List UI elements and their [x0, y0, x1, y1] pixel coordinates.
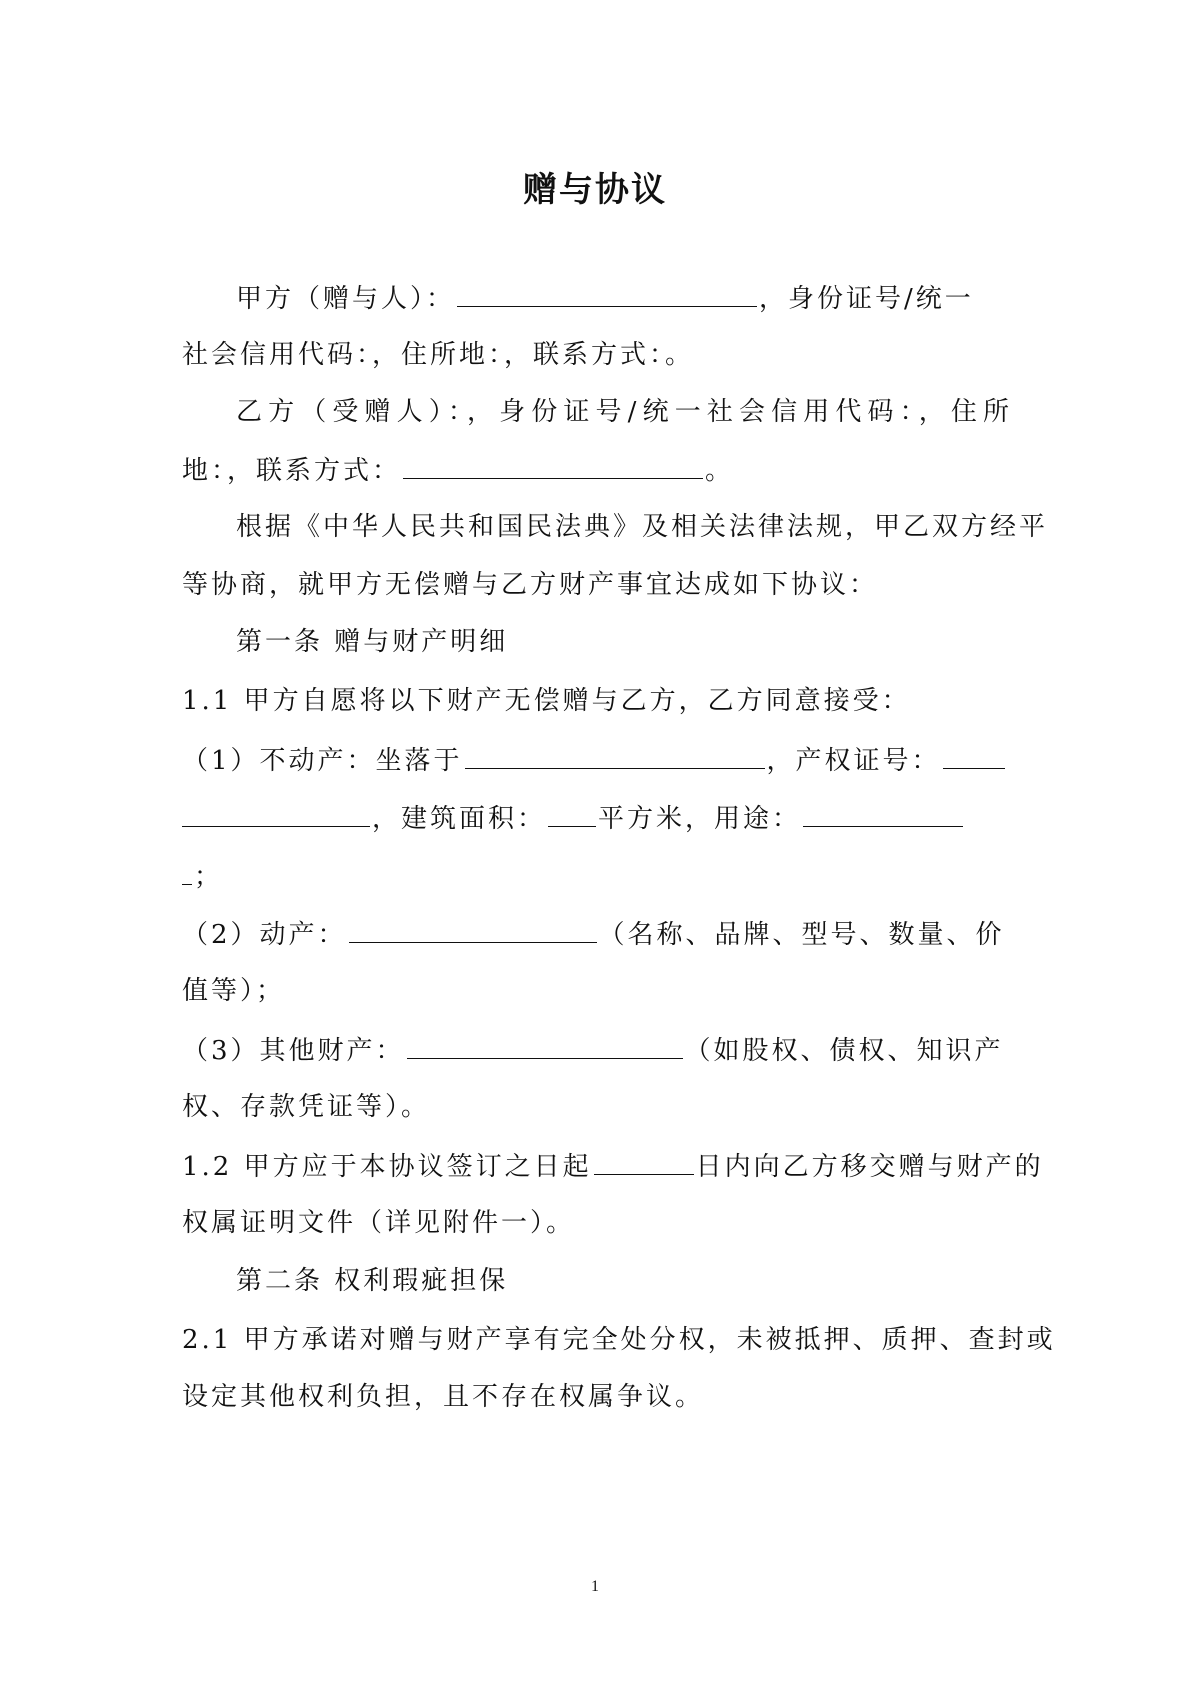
property-use-blank-end[interactable] — [182, 858, 192, 885]
clause-2-1-line-2: 设定其他权利负担，且不存在权属争议。 — [182, 1382, 705, 1412]
other-property-blank[interactable] — [407, 1032, 683, 1059]
page-number: 1 — [591, 1578, 599, 1595]
article-1-heading: 第一条 赠与财产明细 — [236, 627, 509, 657]
party-a-line-1: 甲方（赠与人）： ，身份证号/统一 — [236, 280, 1012, 316]
item-1-line-2: ，建筑面积： 平方米，用途： — [182, 800, 1012, 836]
basis-line-2: 等协商，就甲方无偿赠与乙方财产事宜达成如下协议： — [182, 570, 879, 600]
party-b-contact-blank[interactable] — [403, 452, 703, 479]
item-1-line-3: ； — [182, 858, 1012, 894]
clause-1-2-line-2: 权属证明文件（详见附件一）。 — [182, 1208, 576, 1238]
item-3-line-1: （3）其他财产： （如股权、债权、知识产 — [182, 1032, 1012, 1068]
article-2-heading: 第二条 权利瑕疵担保 — [236, 1266, 509, 1296]
party-b-line-1: 乙方（受赠人）：，身份证号/统一社会信用代码：，住所 — [236, 397, 1012, 427]
property-cert-blank-part1[interactable] — [943, 742, 1005, 769]
property-location-blank[interactable] — [465, 742, 765, 769]
item-1-line-1: （1）不动产：坐落于 ，产权证号： — [182, 742, 1012, 778]
item-2-line-2: 值等）； — [182, 976, 286, 1006]
item-2-line-1: （2）动产： （名称、品牌、型号、数量、价 — [182, 916, 1012, 952]
party-a-name-blank[interactable] — [457, 280, 757, 307]
party-a-line-2: 社会信用代码：，住所地：，联系方式：。 — [182, 340, 695, 370]
clause-1-1: 1.1 甲方自愿将以下财产无偿赠与乙方，乙方同意接受： — [182, 686, 911, 716]
document-title: 赠与协议 — [523, 170, 667, 210]
building-area-blank[interactable] — [548, 800, 596, 827]
movable-property-blank[interactable] — [349, 916, 597, 943]
property-cert-blank-part2[interactable] — [182, 800, 370, 827]
item-3-line-2: 权、存款凭证等）。 — [182, 1092, 431, 1122]
transfer-days-blank[interactable] — [594, 1148, 694, 1175]
party-b-line-2: 地：，联系方式： 。 — [182, 452, 1012, 488]
basis-line-1: 根据《中华人民共和国民法典》及相关法律法规，甲乙双方经平 — [236, 512, 1049, 542]
property-use-blank[interactable] — [803, 800, 963, 827]
clause-1-2-line-1: 1.2 甲方应于本协议签订之日起 日内向乙方移交赠与财产的 — [182, 1148, 1012, 1184]
clause-2-1-line-1: 2.1 甲方承诺对赠与财产享有完全处分权，未被抵押、质押、查封或 — [182, 1325, 1056, 1355]
